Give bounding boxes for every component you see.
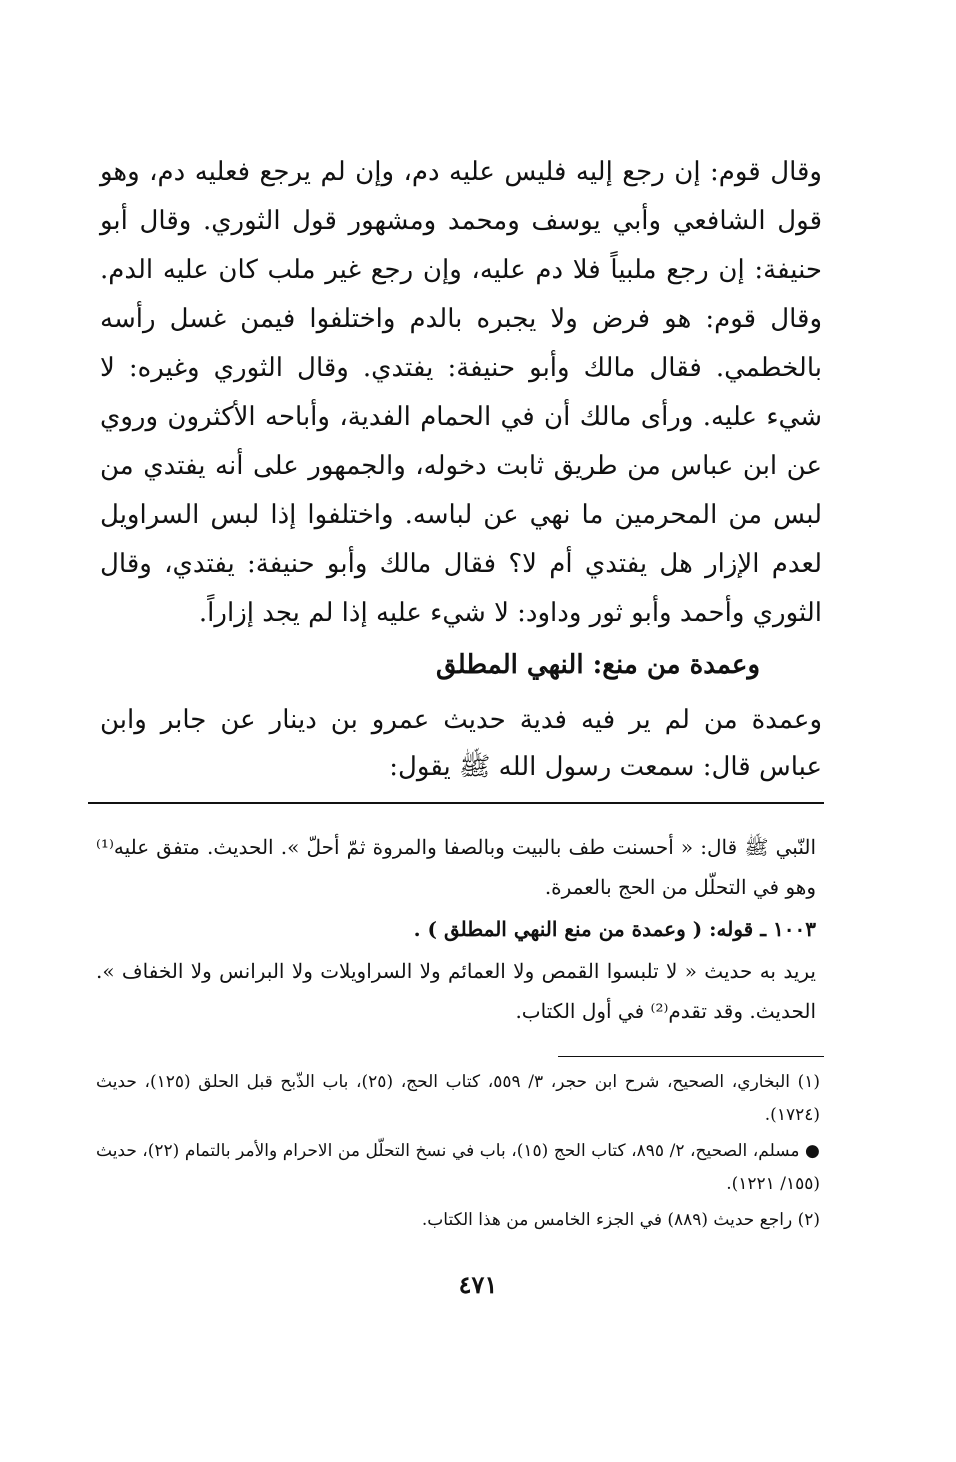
footnote-item: ● مسلم، الصحيح، ٢/ ٨٩٥، كتاب الحج (١٥)، باب في نسخ التحلّل من الاحرام والأمر بالتمام (٢٢)، حديث (١٥٥/ ١٢٢١). <box>96 1141 820 1194</box>
after-heading-paragraph: وعمدة من لم ير فيه فدية حديث عمرو بن دينار عن جابر وابن عباس قال: سمعت رسول الله ﷺ يقول: <box>100 705 822 782</box>
commentary-continuation: النّبي ﷺ قال: « أحسنت طف بالبيت وبالصفا والمروة ثمّ أحلّ ». الحديث. متفق عليه⁽¹⁾ وهو في التحلّل من الحج بالعمرة. <box>96 835 817 899</box>
footnotes-block <box>96 1066 820 1240</box>
commentary-entry-body: يريد به حديث « لا تلبسوا القمص ولا العمائم ولا السراويلات ولا البرانس ولا الخفاف ». الحديث. وقد تقدم⁽²⁾ في أول الكتاب. <box>96 959 816 1023</box>
commentary-block <box>96 827 816 1033</box>
main-text-block <box>100 148 822 638</box>
footnote-item: (٢) راجع حديث (٨٨٩) في الجزء الخامس من هذا الكتاب. <box>421 1210 820 1230</box>
footnote-item: (١) البخاري، الصحيح، شرح ابن حجر، ٣/ ٥٥٩، كتاب الحج، (٢٥)، باب الذّبح قبل الحلق (١٢٥)، حديث (١٧٢٤). <box>96 1072 821 1125</box>
after-heading-block <box>100 697 822 791</box>
main-divider-line <box>88 802 824 804</box>
footnote-divider-line <box>558 1056 824 1057</box>
section-heading: وعمدة من منع: النهي المطلق <box>436 650 760 680</box>
main-paragraph: وقال قوم: إن رجع إليه فليس عليه دم، وإن لم يرجع فعليه دم، وهو قول الشافعي وأبي يوسف ومحمد ومشهور قول الثوري. وقال أبو حنيفة: إن رجع ملبياً فلا دم عليه، وإن رجع غير ملب كان عليه الدم. وقال قوم: هو فرض ولا يجبره بالدم واختلفوا فيمن غسل رأسه بالخطمي. فقال مالك وأبو حنيفة: يفتدي. وقال الثوري وغيره: لا شيء عليه. ورأى مالك أن في الحمام الفدية، وأباحه الأكثرون وروي عن ابن عباس من طريق ثابت دخوله، والجمهور على أنه يفتدي من لبس من المحرمين ما نهي عن لباسه. واختلفوا إذا لبس السراويل لعدم الإزار هل يفتدي أم لا؟ فقال مالك وأبو حنيفة: يفتدي، وقال الثوري وأحمد وأبو ثور وداود: لا شيء عليه إذا لم يجد إزاراً. <box>100 157 822 628</box>
page-number: ٤٧١ <box>458 1270 498 1299</box>
commentary-entry-title: ١٠٠٣ ـ قوله: ( وعمدة من منع النهي المطلق ) . <box>413 917 816 941</box>
